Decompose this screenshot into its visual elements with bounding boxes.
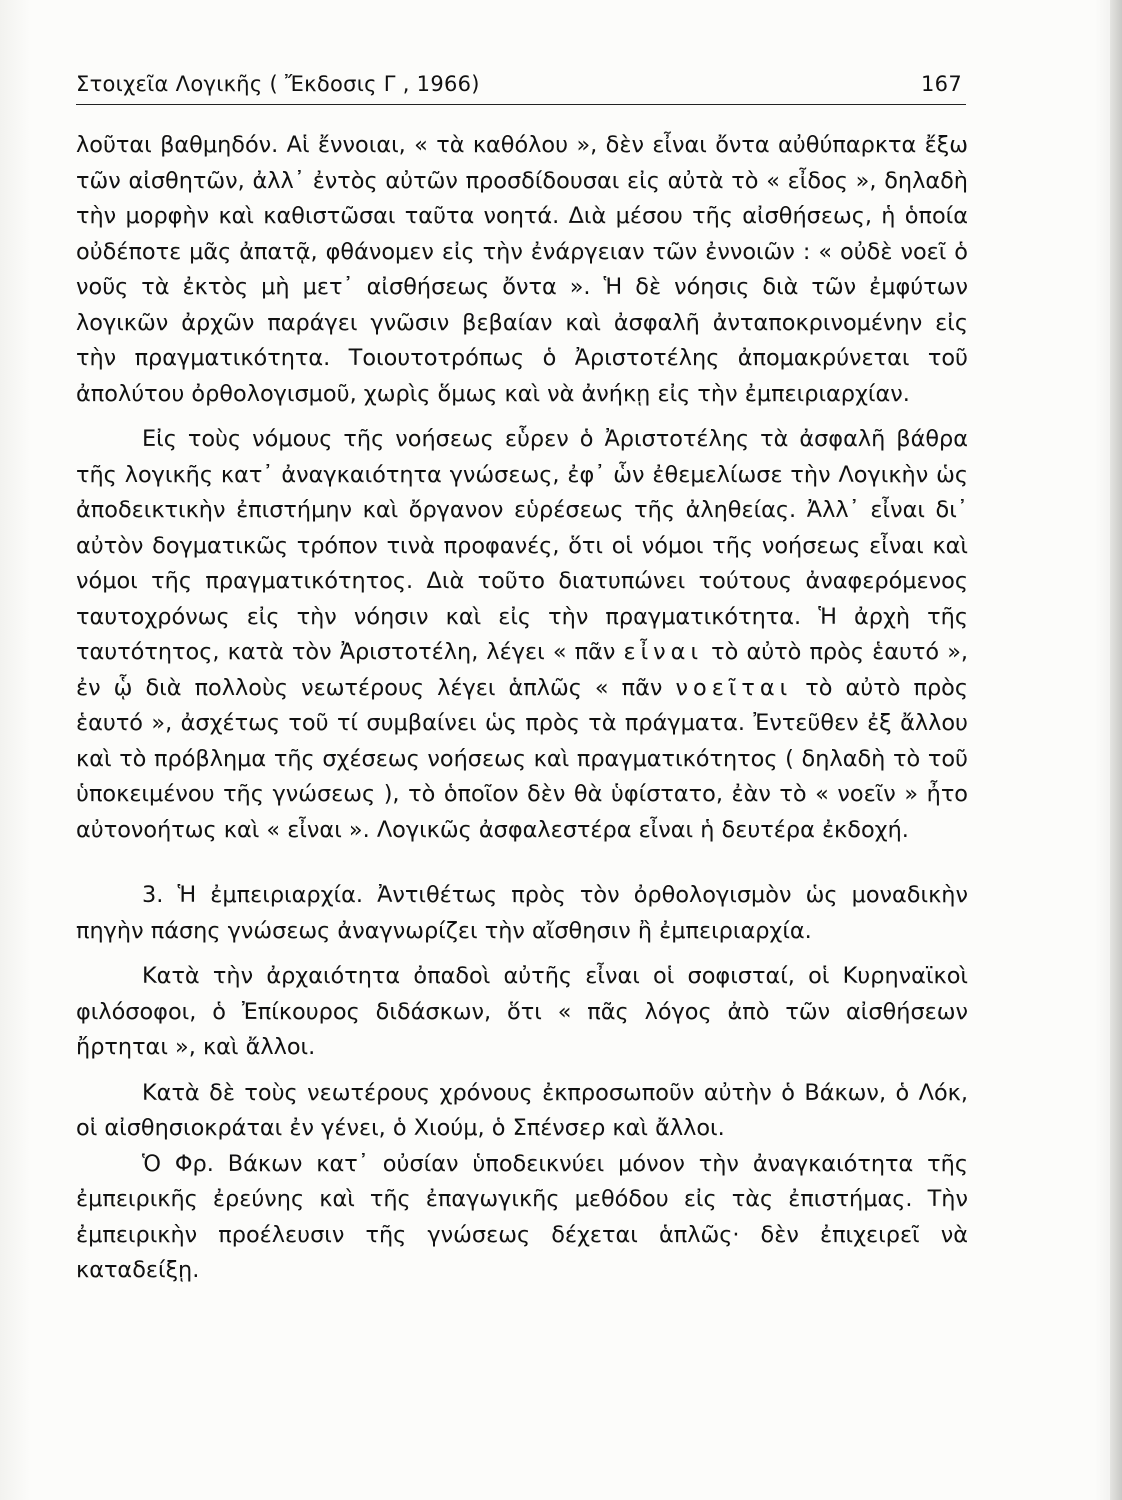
page-number: 167 <box>921 72 962 96</box>
running-header <box>76 64 966 105</box>
paragraph-modern-times: Κατὰ δὲ τοὺς νεωτέρους χρόνους ἐκπροσωποῦν αὐτὴν ὁ Βάκων, ὁ Λόκ, οἱ αἰσθησιοκράται ἐν γένει, ὁ Χιούμ, ὁ Σπένσερ καὶ ἄλλοι. <box>76 1079 968 1141</box>
section-heading: 3. Ἡ ἐμπειριαρχία. <box>142 882 363 908</box>
paragraph-empiricism-intro <box>76 878 968 949</box>
emphasized-word: εἶναι <box>623 639 704 665</box>
paragraph-text: τὸ αὐτὸ πρὸς ἑαυτό », ἀσχέτως τοῦ τί συμβαίνει ὡς πρὸς τὰ πράγματα. Ἐντεῦθεν ἐξ ἄλλου καὶ τὸ πρόβλημα τῆς σχέσεως νοήσεως καὶ πραγματικότητος ( δηλαδὴ τὸ τοῦ ὑποκειμένου τῆς γνώσεως ), τὸ ὁποῖον δὲν θὰ ὑφίστατο, ἐὰν τὸ « νοεῖν » ἦτο αὐτονοήτως καὶ « εἶναι ». Λογικῶς ἀσφαλεστέρα εἶναι ἡ δευτέρα ἐκδοχή. <box>76 674 968 843</box>
paragraph-text: Εἰς τοὺς νόμους τῆς νοήσεως εὗρεν ὁ Ἀριστοτέλης τὰ ἀσφαλῆ βάθρα τῆς λογικῆς κατ᾽ ἀναγκαιότητα γνώσεως, ἐφ᾽ ὧν ἐθεμελίωσε τὴν Λογικὴν ὡς ἀποδεικτικὴν ἐπιστήμην καὶ ὄργανον εὑρέσεως τῆς ἀληθείας. Ἀλλ᾽ εἶναι δι᾽ αὐτὸν δογματικῶς τρόπον τινὰ προφανές, ὅτι οἱ νόμοι τῆς νοήσεως εἶναι καὶ νόμοι τῆς πραγματικότητος. Διὰ τοῦτο διατυπώνει τούτους ἀναφερόμενος ταυτοχρόνως εἰς τὴν νόησιν καὶ εἰς τὴν πραγματικότητα. Ἡ ἀρχὴ τῆς ταυτότητος, κατὰ τὸν Ἀριστοτέλη, λέγει « πᾶν <box>76 426 968 665</box>
paragraph-antiquity: Κατὰ τὴν ἀρχαιότητα ὀπαδοὶ αὐτῆς εἶναι οἱ σοφισταί, οἱ Κυρηναϊκοὶ φιλόσοφοι, ὁ Ἐπίκουρος διδάσκων, ὅτι « πᾶς λόγος ἀπὸ τῶν αἰσθήσεων ἤρτηται », καὶ ἄλλοι. <box>76 963 968 1060</box>
paragraph-bacon: Ὁ Φρ. Βάκων κατ᾽ οὐσίαν ὑποδεικνύει μόνον τὴν ἀναγκαιότητα τῆς ἐμπειρικῆς ἐρεύνης καὶ τῆς ἐπαγωγικῆς μεθόδου εἰς τὰς ἐπιστήμας. Τὴν ἐμπειρικὴν προέλευσιν τῆς γνώσεως δέχεται ἁπλῶς· δὲν ἐπιχειρεῖ νὰ καταδείξῃ. <box>76 1150 968 1283</box>
paragraph-laws-of-thought <box>76 422 968 848</box>
paragraph-text: Ἀντιθέτως πρὸς τὸν ὀρθολογισμὸν ὡς μοναδικὴν πηγὴν πάσης γνώσεως ἀναγνωρίζει τὴν αἴσθησιν ἢ ἐμπειριαρχία. <box>76 882 968 944</box>
paragraph-aristotle-concepts: λοῦται βαθμηδόν. Αἱ ἔννοιαι, « τὰ καθόλου », δὲν εἶναι ὄντα αὐθύπαρκτα ἔξω τῶν αἰσθητῶν, ἀλλ᾽ ἐντὸς αὐτῶν προσδίδουσαι εἰς αὐτὰ τὸ « εἶδος », δηλαδὴ τὴν μορφὴν καὶ καθιστῶσαι ταῦτα νοητά. Διὰ μέσου τῆς αἰσθήσεως, ἡ ὁποία οὐδέποτε μᾶς ἀπατᾷ, φθάνομεν εἰς τὴν ἐνάργειαν τῶν ἐννοιῶν : « οὐδὲ νοεῖ ὁ νοῦς τὰ ἐκτὸς μὴ μετ᾽ αἰσθήσεως ὄντα ». Ἡ δὲ νόησις διὰ τῶν ἐμφύτων λογικῶν ἀρχῶν παράγει γνῶσιν βεβαίαν καὶ ἀσφαλῆ ἀνταποκρινομένην εἰς τὴν πραγματικότητα. Τοιουτοτρόπως ὁ Ἀριστοτέλης ἀπομακρύνεται τοῦ ἀπολύτου ὀρθολογισμοῦ, χωρὶς ὅμως καὶ νὰ ἀνήκῃ εἰς τὴν ἐμπειριαρχίαν. <box>76 132 968 407</box>
emphasized-word: νοεῖται <box>675 674 793 701</box>
page-body <box>76 128 968 1289</box>
page-edge-shadow <box>1110 0 1122 1500</box>
running-title: Στοιχεῖα Λογικῆς ( Ἔκδοσις Γ , 1966) <box>76 72 480 96</box>
paragraph-text: τὸ αὐτὸ πρὸς ἑαυτό », ἐν ᾧ διὰ πολλοὺς νεωτέρους λέγει ἁπλῶς « πᾶν <box>76 639 969 701</box>
